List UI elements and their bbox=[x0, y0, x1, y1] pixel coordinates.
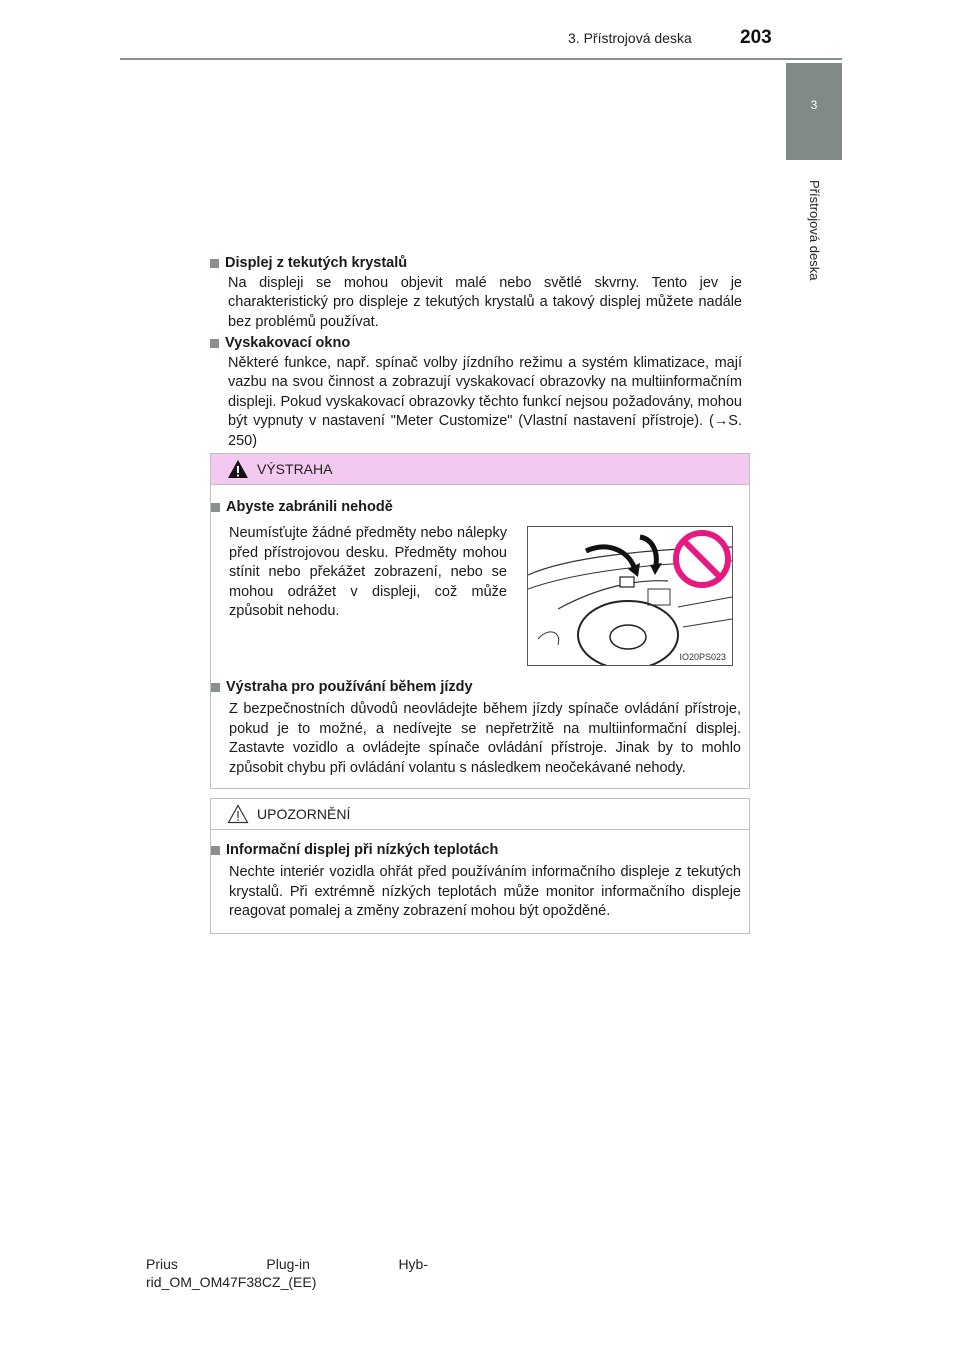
intro-lcd bbox=[210, 254, 742, 332]
intro-popup-text: Některé funkce, např. spínač volby jízdního režimu a systém klimatizace, mají vazbu na svou činnost a zobrazují vyskakovací obrazovky na multiinformačním displeji. Pokud vyskakovací obrazovky těchto funkcí nejsou požadovány, mohou být vypnuty v nastavení "Meter Customize" (Vlastní nastavení přístroje). (→S. 250) bbox=[228, 354, 742, 449]
footer-word-3: Hyb- bbox=[398, 1256, 428, 1272]
bullet-square-icon bbox=[210, 339, 219, 348]
chapter-tab: 3 bbox=[786, 63, 842, 160]
intro-lcd-text: Na displeji se mohou objevit malé nebo světlé skvrny. Tento jev je charakteristický pro displeje z tekutých krystalů a takový displej můžete nadále bez problémů používat. bbox=[228, 274, 742, 330]
warning-item2-text: Z bezpečnostních důvodů neovládejte během jízdy spínače ovládání přístroje, pokud je to možné, a nedívejte se nepřetržitě na multiinformační displej. Zastavte vozidlo a ovládejte spínače ovládání přístroje. Jinak by to mohlo způsobit chybu při ovládání volantu s následkem neočekávané nehody. bbox=[229, 701, 741, 776]
caution-title: UPOZORNĚNÍ bbox=[257, 806, 351, 822]
dashboard-drawing bbox=[528, 527, 732, 665]
warning-triangle-icon bbox=[227, 459, 249, 479]
chapter-label: Přístrojová deska bbox=[807, 180, 822, 281]
dashboard-illustration bbox=[527, 526, 733, 666]
caution-item1-heading: Informační displej při nízkých teplotách bbox=[211, 841, 498, 861]
section-title: 3. Přístrojová deska bbox=[568, 30, 692, 46]
intro-popup bbox=[210, 334, 742, 451]
page-number: 203 bbox=[740, 27, 772, 48]
figure-code: IO20PS023 bbox=[679, 652, 726, 662]
bullet-square-icon bbox=[211, 846, 220, 855]
footer-line-2: rid_OM_OM47F38CZ_(EE) bbox=[146, 1274, 317, 1290]
warning-item1-text: Neumísťujte žádné předměty nebo nálepky před přístrojovou desku. Předměty mohou stínit nebo překážet zobrazení, nebo se mohou odrážet v displeji, což může způsobit nehodu. bbox=[229, 525, 507, 619]
warning-header bbox=[211, 454, 749, 485]
footer-word-1: Prius bbox=[146, 1256, 178, 1272]
warning-item2-heading: Výstraha pro používání během jízdy bbox=[211, 678, 473, 698]
footer bbox=[146, 1255, 446, 1291]
footer-word-2: Plug-in bbox=[266, 1256, 310, 1272]
bullet-square-icon bbox=[211, 683, 220, 692]
caution-item1-text: Nechte interiér vozidla ohřát před používáním informačního displeje z tekutých krystalů. Při extrémně nízkých teplotách může monitor informačního displeje reagovat pomalej a změny zobrazení mohou být opožděné. bbox=[229, 864, 741, 919]
intro-lcd-heading: Displej z tekutých krystalů bbox=[210, 254, 742, 274]
caution-box bbox=[210, 798, 750, 934]
warning-title: VÝSTRAHA bbox=[257, 461, 333, 477]
caution-triangle-icon bbox=[227, 804, 249, 824]
header-rule bbox=[120, 58, 842, 60]
warning-box bbox=[210, 453, 750, 789]
bullet-square-icon bbox=[210, 259, 219, 268]
bullet-square-icon bbox=[211, 503, 220, 512]
caution-header bbox=[211, 799, 749, 830]
intro-popup-heading: Vyskakovací okno bbox=[210, 334, 742, 354]
warning-item1-heading: Abyste zabránili nehodě bbox=[211, 498, 393, 518]
